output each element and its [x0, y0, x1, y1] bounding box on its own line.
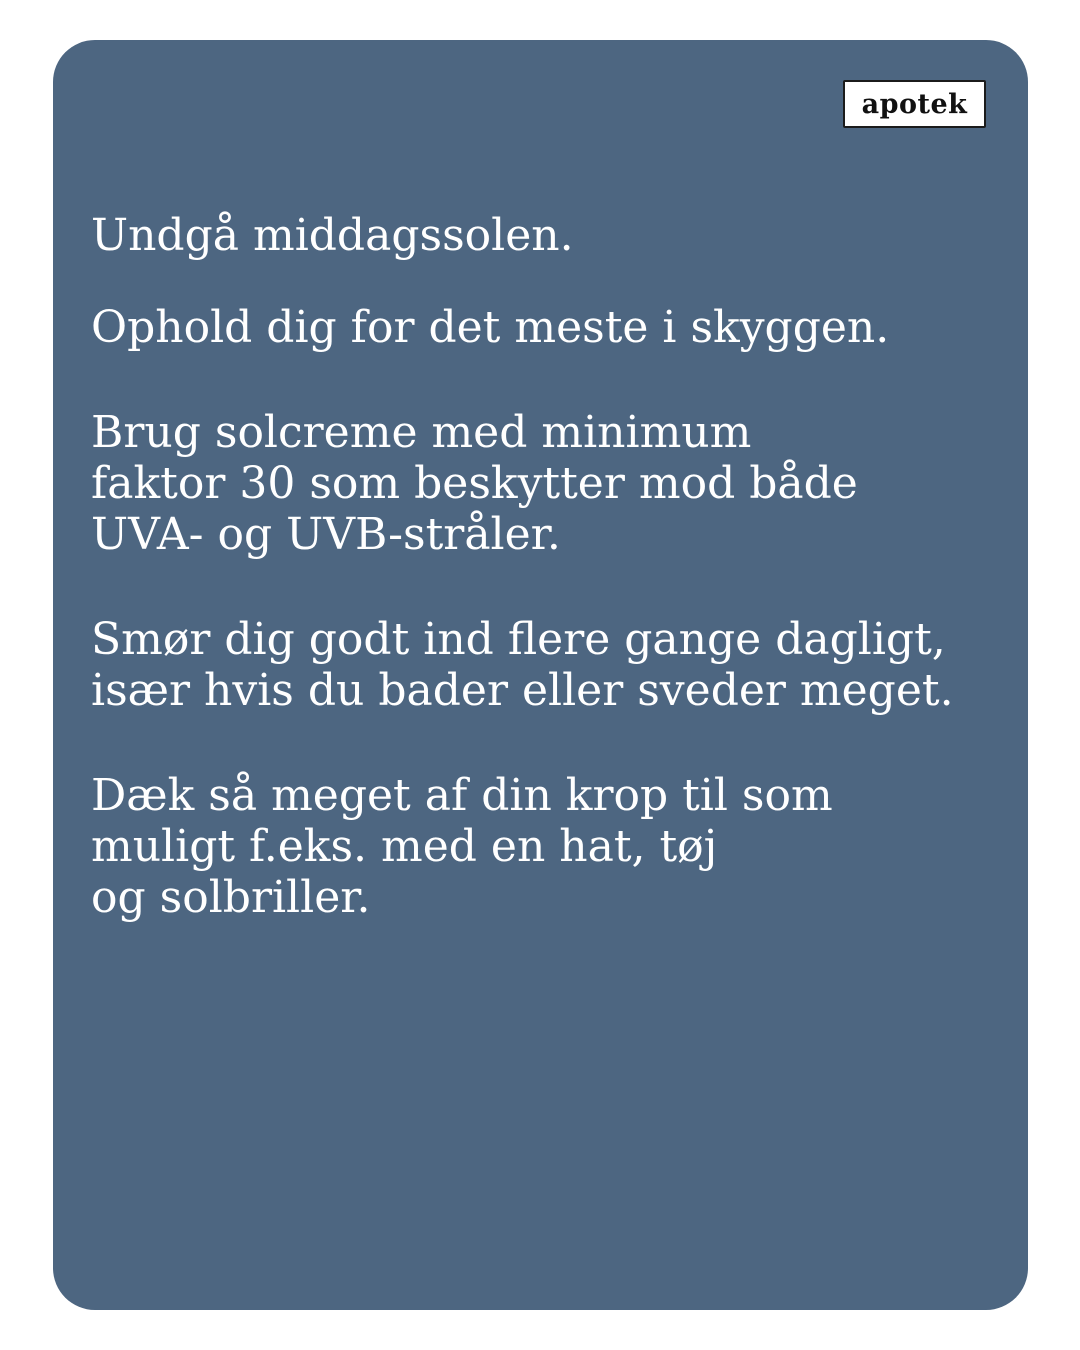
- tip-line: Smør dig godt ind flere gange dagligt,: [91, 614, 946, 665]
- tip-avoid-midday-sun: [91, 210, 574, 261]
- info-card: [53, 40, 1028, 1310]
- apotek-logo: [843, 80, 986, 128]
- tip-line: Dæk så meget af din krop til som: [91, 770, 833, 821]
- tip-line: Ophold dig for det meste i skyggen.: [91, 302, 890, 353]
- tip-line: Undgå middagssolen.: [91, 210, 574, 261]
- tip-line: faktor 30 som beskytter mod både: [91, 458, 858, 509]
- tip-line: og solbriller.: [91, 872, 371, 923]
- tip-line: især hvis du bader eller sveder meget.: [91, 665, 954, 716]
- tip-line: UVA- og UVB-stråler.: [91, 509, 561, 560]
- tip-reapply-often: [91, 614, 954, 716]
- tip-stay-in-shade: [91, 302, 889, 353]
- tip-use-sunscreen: [91, 407, 858, 560]
- tip-line: muligt f.eks. med en hat, tøj: [91, 821, 718, 872]
- tip-line: Brug solcreme med minimum: [91, 407, 752, 458]
- logo-text: apotek: [861, 88, 968, 120]
- tip-cover-body: [91, 770, 833, 923]
